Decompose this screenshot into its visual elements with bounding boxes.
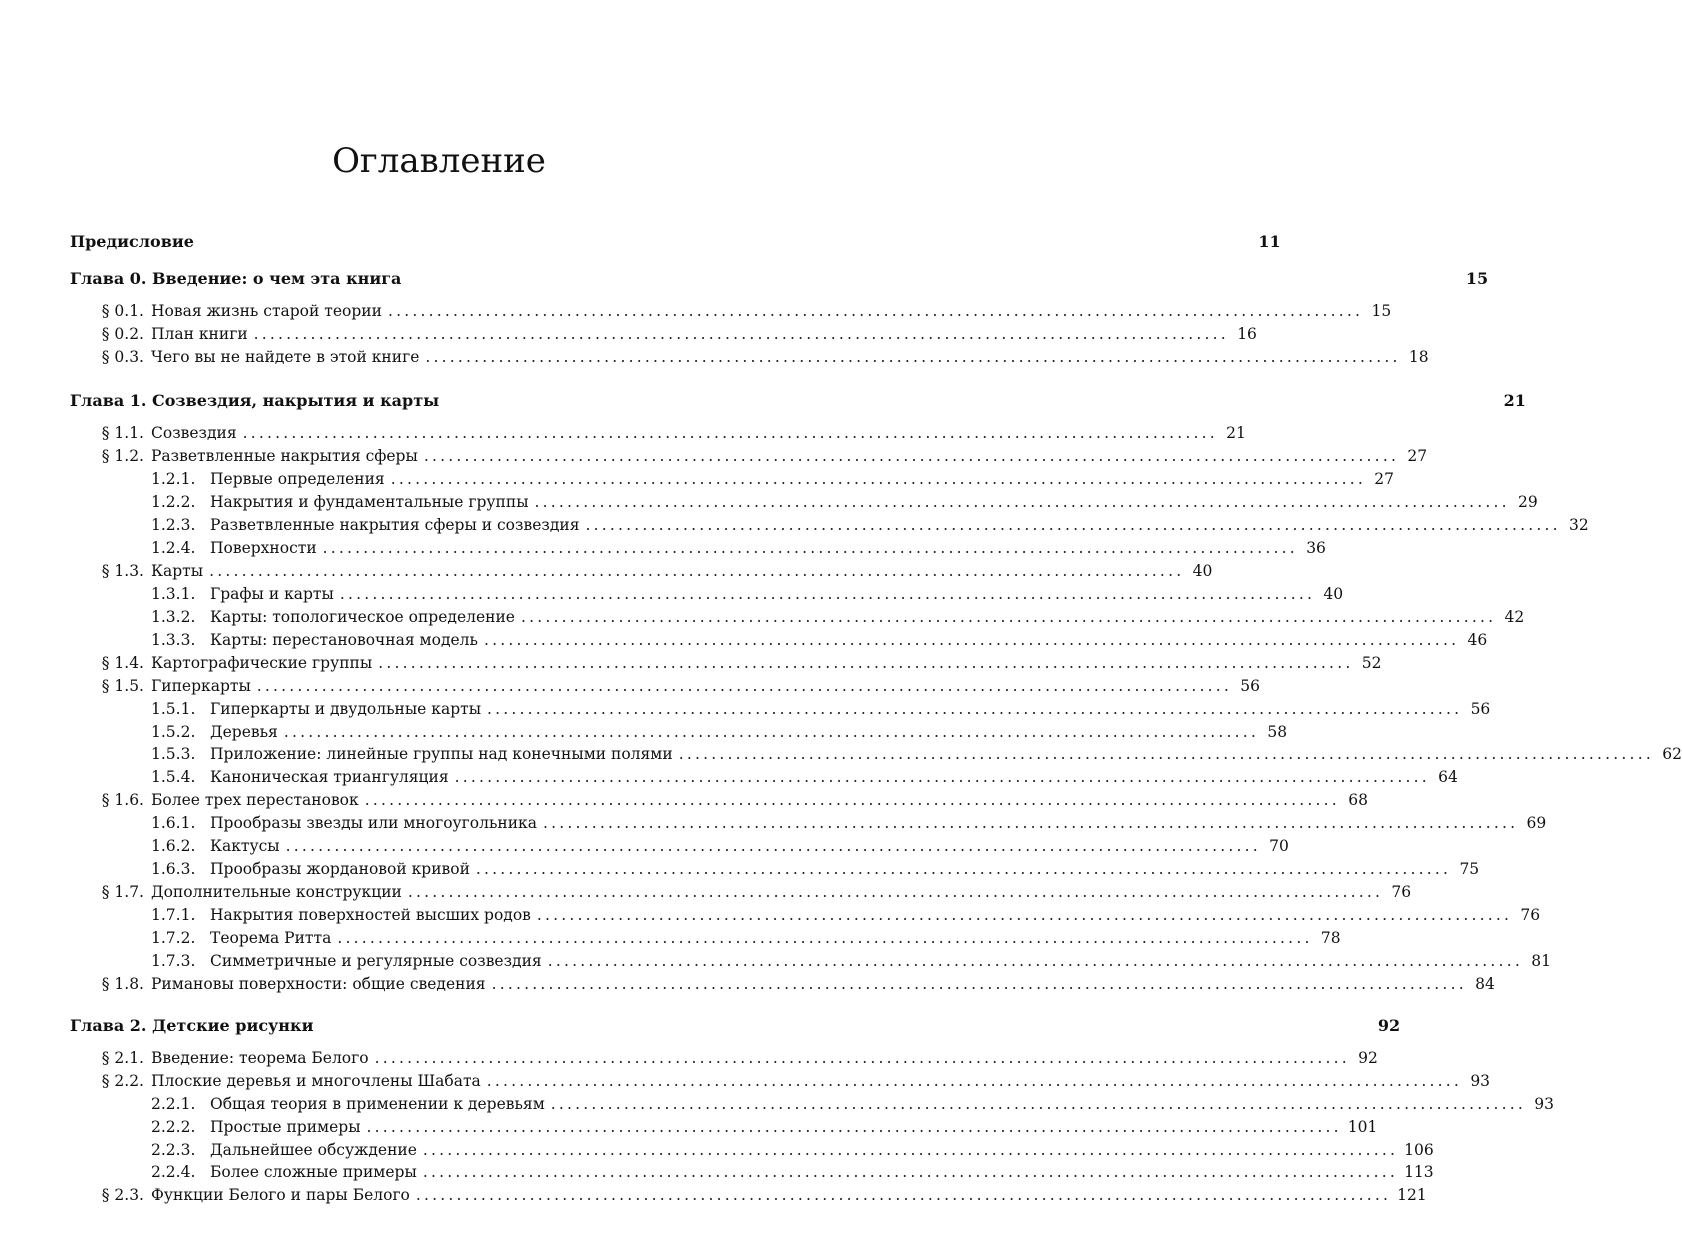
dot-leader: ........................................................................................................................ [322, 539, 1298, 557]
entry-title: Первые определения [210, 470, 385, 488]
entry-page-number: 121 [1397, 1186, 1427, 1204]
entry-page-number: 18 [1408, 348, 1429, 366]
entry-title: Деревья [210, 723, 278, 741]
entry-number: 2.2.1. [151, 1095, 196, 1113]
entry-title: Простые примеры [210, 1118, 361, 1136]
entry-title: Более трех перестановок [151, 791, 359, 809]
entry-number: § 2.2. [101, 1072, 144, 1090]
entry-number: 1.5.4. [151, 768, 196, 786]
toc-subsection-entry[interactable] [70, 1139, 1434, 1162]
entry-number: 1.6.1. [151, 814, 196, 832]
dot-leader: ........................................................................................................................ [256, 677, 1233, 695]
entry-page-number: 64 [1438, 768, 1458, 786]
entry-page-number: 93 [1534, 1095, 1554, 1113]
toc-section-entry[interactable] [70, 300, 1392, 323]
dot-leader: ........................................................................................................................ [422, 1163, 1399, 1181]
entry-title: Глава 2. Детские рисунки [70, 1016, 314, 1035]
entry-number: § 1.2. [101, 447, 144, 465]
toc-section-entry[interactable] [70, 652, 1382, 675]
entry-number: § 1.8. [101, 975, 144, 993]
toc-section-entry[interactable] [70, 789, 1368, 812]
entry-page-number: 68 [1348, 791, 1368, 809]
entry-page-number: 40 [1323, 585, 1344, 603]
entry-number: 2.2.3. [151, 1141, 196, 1159]
entry-title: Глава 0. Введение: о чем эта книга [70, 269, 402, 288]
entry-title: Общая теория в применении к деревьям [210, 1095, 545, 1113]
entry-title: Картографические группы [151, 654, 373, 672]
entry-number: 1.3.1. [151, 585, 196, 603]
entry-title: Дальнейшее обсуждение [210, 1141, 417, 1159]
dot-leader: ........................................................................................................................ [550, 1095, 1526, 1113]
entry-title: Кактусы [210, 837, 280, 855]
toc-section-entry[interactable] [70, 1070, 1491, 1093]
entry-title: Введение: теорема Белого [151, 1049, 369, 1067]
entry-page-number: 11 [1258, 232, 1281, 251]
toc-subsection-entry[interactable] [70, 743, 1682, 766]
entry-title: Предисловие [70, 232, 194, 251]
entry-number: 1.6.2. [151, 837, 196, 855]
toc-subsection-entry[interactable] [70, 950, 1551, 973]
entry-page-number: 78 [1320, 929, 1341, 947]
dot-leader: ........................................................................................................................ [390, 470, 1366, 488]
entry-page-number: 16 [1237, 325, 1257, 343]
toc-subsection-entry[interactable] [70, 514, 1589, 537]
dot-leader: ........................................................................................................................ [423, 447, 1400, 465]
toc-subsection-entry[interactable] [70, 835, 1289, 858]
entry-title: Гиперкарты и двудольные карты [210, 700, 482, 718]
toc-subsection-entry[interactable] [70, 766, 1458, 789]
dot-leader: ........................................................................................................................ [425, 348, 1401, 366]
entry-number: 2.2.2. [151, 1118, 196, 1136]
dot-leader: ........................................................................................................................ [387, 302, 1364, 320]
entry-page-number: 21 [1226, 424, 1246, 442]
entry-page-number: 32 [1569, 516, 1589, 534]
entry-title: Дополнительные конструкции [151, 883, 402, 901]
dot-leader: ........................................................................................................................ [422, 1141, 1399, 1159]
entry-number: § 1.5. [101, 677, 144, 695]
entry-number: § 1.3. [101, 562, 144, 580]
entry-title: Гиперкарты [151, 677, 251, 695]
entry-page-number: 15 [1371, 302, 1392, 320]
entry-number: 1.7.2. [151, 929, 196, 947]
entry-number: 1.5.1. [151, 700, 196, 718]
toc-subsection-entry[interactable] [70, 583, 1344, 606]
entry-page-number: 69 [1526, 814, 1547, 832]
dot-leader: ........................................................................................................................ [374, 1049, 1350, 1067]
entry-title: Карты: топологическое определение [210, 608, 515, 626]
entry-number: § 2.1. [101, 1049, 144, 1067]
toc-chapter-entry[interactable] [70, 230, 1281, 253]
entry-page-number: 92 [1377, 1016, 1401, 1035]
dot-leader: ........................................................................................................................ [547, 952, 1523, 970]
entry-page-number: 27 [1407, 447, 1428, 465]
toc-subsection-entry[interactable] [70, 1161, 1434, 1184]
dot-leader: ........................................................................................................................ [253, 325, 1229, 343]
toc-subsection-entry[interactable] [70, 491, 1538, 514]
entry-page-number: 76 [1391, 883, 1412, 901]
toc-subsection-entry[interactable] [70, 537, 1326, 560]
entry-page-number: 81 [1531, 952, 1551, 970]
dot-leader: ........................................................................................................................ [491, 975, 1467, 993]
entry-page-number: 52 [1361, 654, 1382, 672]
entry-page-number: 42 [1504, 608, 1525, 626]
toc-subsection-entry[interactable] [70, 1093, 1554, 1116]
entry-page-number: 36 [1306, 539, 1326, 557]
entry-number: § 1.1. [101, 424, 144, 442]
entry-page-number: 84 [1475, 975, 1495, 993]
entry-number: 1.5.3. [151, 745, 196, 763]
dot-leader: ........................................................................................................................ [339, 585, 1316, 603]
entry-number: 1.2.1. [151, 470, 196, 488]
dot-leader: ........................................................................................................................ [337, 929, 1313, 947]
entry-page-number: 15 [1465, 269, 1489, 288]
entry-title: Римановы поверхности: общие сведения [151, 975, 486, 993]
dot-leader: ........................................................................................................................ [536, 906, 1513, 924]
entry-page-number: 40 [1192, 562, 1213, 580]
toc-subsection-entry[interactable] [70, 858, 1480, 881]
entry-title: Чего вы не найдете в этой книге [151, 348, 420, 366]
entry-title: Каноническая триангуляция [210, 768, 449, 786]
entry-number: § 1.4. [101, 654, 144, 672]
entry-page-number: 46 [1467, 631, 1488, 649]
entry-title: Карты: перестановочная модель [210, 631, 478, 649]
dot-leader: ........................................................................................................................ [242, 424, 1218, 442]
toc-section-entry[interactable] [70, 346, 1429, 369]
toc-section-entry[interactable] [70, 1184, 1427, 1207]
dot-leader: ........................................................................................................................ [454, 768, 1430, 786]
toc-subsection-entry[interactable] [70, 904, 1541, 927]
toc-chapter-entry[interactable] [70, 267, 1489, 290]
entry-title: Разветвленные накрытия сферы и созвездия [210, 516, 580, 534]
entry-page-number: 62 [1662, 745, 1682, 763]
dot-leader: ........................................................................................................................ [285, 837, 1261, 855]
dot-leader: ........................................................................................................................ [407, 883, 1384, 901]
entry-number: 1.3.2. [151, 608, 196, 626]
toc-chapter-entry[interactable] [70, 389, 1526, 412]
entry-page-number: 113 [1404, 1163, 1434, 1181]
entry-page-number: 76 [1520, 906, 1541, 924]
entry-title: Прообразы жордановой кривой [210, 860, 470, 878]
toc-section-entry[interactable] [70, 323, 1257, 346]
toc-section-entry[interactable] [70, 560, 1213, 583]
entry-title: Карты [151, 562, 204, 580]
dot-leader: ........................................................................................................................ [378, 654, 1354, 672]
toc-subsection-entry[interactable] [70, 927, 1341, 950]
toc-subsection-entry[interactable] [70, 606, 1525, 629]
toc-section-entry[interactable] [70, 973, 1495, 996]
dot-leader: ........................................................................................................................ [483, 631, 1460, 649]
toc-subsection-entry[interactable] [70, 629, 1488, 652]
toc-subsection-entry[interactable] [70, 1116, 1378, 1139]
toc-subsection-entry[interactable] [70, 721, 1288, 744]
page-title: Оглавление [332, 140, 546, 181]
entry-number: 1.2.3. [151, 516, 196, 534]
dot-leader: ........................................................................................................................ [475, 860, 1452, 878]
dot-leader: ........................................................................................................................ [585, 516, 1561, 534]
toc-section-entry[interactable] [70, 422, 1246, 445]
dot-leader: ........................................................................................................................ [486, 1072, 1463, 1090]
toc-section-entry[interactable] [70, 881, 1412, 904]
toc-subsection-entry[interactable] [70, 468, 1394, 491]
entry-page-number: 75 [1459, 860, 1480, 878]
dot-leader: ........................................................................................................................ [542, 814, 1519, 832]
dot-leader: ........................................................................................................................ [520, 608, 1497, 626]
entry-page-number: 70 [1269, 837, 1289, 855]
entry-page-number: 27 [1374, 470, 1394, 488]
entry-page-number: 56 [1240, 677, 1261, 695]
dot-leader: ........................................................................................................................ [487, 700, 1463, 718]
toc-section-entry[interactable] [70, 675, 1261, 698]
entry-number: 2.2.4. [151, 1163, 196, 1181]
entry-title: Функции Белого и пары Белого [151, 1186, 410, 1204]
entry-title: Накрытия поверхностей высших родов [210, 906, 531, 924]
toc-subsection-entry[interactable] [70, 698, 1491, 721]
toc-section-entry[interactable] [70, 445, 1428, 468]
entry-number: § 0.1. [101, 302, 144, 320]
entry-title: Накрытия и фундаментальные группы [210, 493, 529, 511]
entry-page-number: 101 [1347, 1118, 1378, 1136]
entry-title: Графы и карты [210, 585, 334, 603]
entry-number: § 0.3. [101, 348, 144, 366]
entry-number: § 2.3. [101, 1186, 144, 1204]
entry-page-number: 106 [1404, 1141, 1434, 1159]
toc-section-entry[interactable] [70, 1047, 1378, 1070]
entry-title: Теорема Ритта [210, 929, 332, 947]
entry-title: Созвездия [151, 424, 237, 442]
dot-leader: ........................................................................................................................ [283, 723, 1260, 741]
dot-leader: ........................................................................................................................ [534, 493, 1510, 511]
dot-leader: ........................................................................................................................ [209, 562, 1185, 580]
dot-leader: ........................................................................................................................ [678, 745, 1654, 763]
entry-number: 1.7.3. [151, 952, 196, 970]
entry-title: Плоские деревья и многочлены Шабата [151, 1072, 481, 1090]
entry-title: Приложение: линейные группы над конечными полями [210, 745, 673, 763]
entry-title: Разветвленные накрытия сферы [151, 447, 418, 465]
entry-title: Поверхности [210, 539, 317, 557]
entry-number: § 1.7. [101, 883, 144, 901]
entry-number: 1.2.2. [151, 493, 196, 511]
dot-leader: ........................................................................................................................ [415, 1186, 1392, 1204]
entry-number: 1.3.3. [151, 631, 196, 649]
dot-leader: ........................................................................................................................ [366, 1118, 1342, 1136]
entry-number: 1.7.1. [151, 906, 196, 924]
entry-page-number: 93 [1470, 1072, 1491, 1090]
toc-subsection-entry[interactable] [70, 812, 1547, 835]
entry-number: 1.5.2. [151, 723, 196, 741]
entry-title: План книги [151, 325, 248, 343]
entry-page-number: 56 [1470, 700, 1491, 718]
entry-page-number: 21 [1503, 391, 1526, 410]
entry-number: 1.6.3. [151, 860, 196, 878]
entry-number: 1.2.4. [151, 539, 196, 557]
entry-page-number: 92 [1358, 1049, 1378, 1067]
entry-page-number: 29 [1518, 493, 1538, 511]
entry-title: Симметричные и регулярные созвездия [210, 952, 542, 970]
dot-leader: ........................................................................................................................ [364, 791, 1340, 809]
entry-title: Более сложные примеры [210, 1163, 417, 1181]
entry-page-number: 58 [1267, 723, 1288, 741]
toc-chapter-entry[interactable] [70, 1014, 1401, 1037]
entry-title: Глава 1. Созвездия, накрытия и карты [70, 391, 440, 410]
entry-number: § 0.2. [101, 325, 144, 343]
entry-number: § 1.6. [101, 791, 144, 809]
entry-title: Прообразы звезды или многоугольника [210, 814, 537, 832]
entry-title: Новая жизнь старой теории [151, 302, 382, 320]
